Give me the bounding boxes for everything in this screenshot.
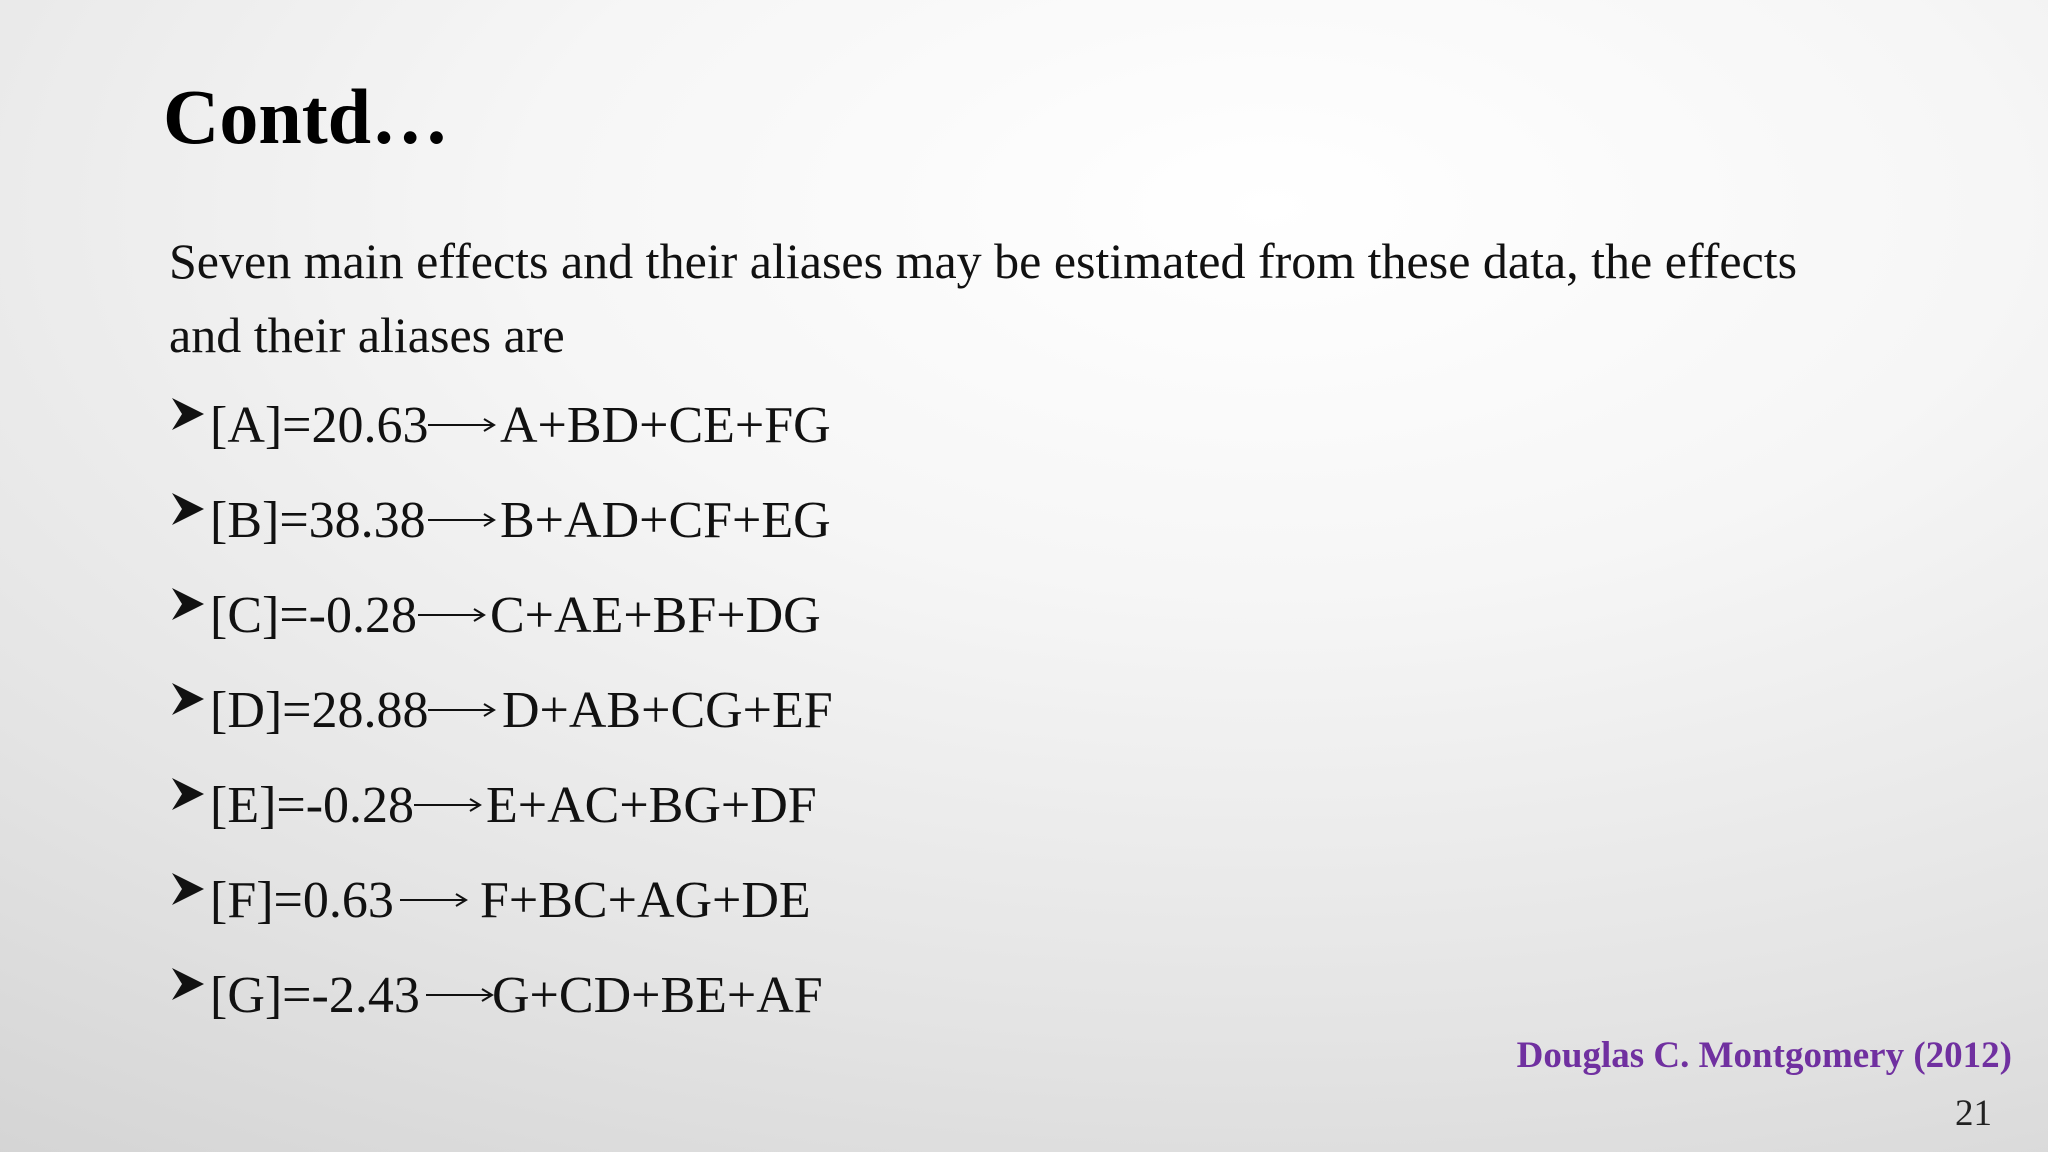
effect-estimate: [E]=-0.28 — [210, 777, 415, 834]
effect-estimate: [A]=20.63 — [210, 397, 429, 454]
right-arrow-icon — [400, 889, 470, 911]
page-number: 21 — [1955, 1093, 1992, 1134]
arrowhead-bullet-icon — [170, 964, 206, 1004]
effect-alias: F+BC+AG+DE — [480, 872, 811, 929]
effect-estimate: [F]=0.63 — [210, 872, 394, 929]
right-arrow-icon — [418, 604, 488, 626]
intro-text — [169, 224, 1969, 372]
intro-line-1: Seven main effects and their aliases may be estimated from these data, the effects — [169, 233, 1798, 289]
effect-alias: E+AC+BG+DF — [486, 777, 817, 834]
citation: Douglas C. Montgomery (2012) — [1516, 1035, 2012, 1076]
effect-alias: G+CD+BE+AF — [492, 967, 823, 1024]
right-arrow-icon — [426, 984, 496, 1006]
arrowhead-bullet-icon — [170, 584, 206, 624]
right-arrow-icon — [428, 414, 498, 436]
arrowhead-bullet-icon — [170, 869, 206, 909]
effect-alias: B+AD+CF+EG — [500, 492, 831, 549]
right-arrow-icon — [428, 509, 498, 531]
effect-estimate: [D]=28.88 — [210, 682, 429, 739]
effect-estimate: [G]=-2.43 — [210, 967, 420, 1024]
arrowhead-bullet-icon — [170, 774, 206, 814]
intro-line-2: and their aliases are — [169, 307, 565, 363]
effect-estimate: [C]=-0.28 — [210, 587, 417, 644]
effect-alias: D+AB+CG+EF — [502, 682, 833, 739]
effect-estimate: [B]=38.38 — [210, 492, 426, 549]
slide-title: Contd… — [163, 73, 450, 160]
effect-alias: C+AE+BF+DG — [490, 587, 821, 644]
arrowhead-bullet-icon — [170, 394, 206, 434]
right-arrow-icon — [428, 699, 498, 721]
effect-alias: A+BD+CE+FG — [500, 397, 831, 454]
arrowhead-bullet-icon — [170, 679, 206, 719]
arrowhead-bullet-icon — [170, 489, 206, 529]
right-arrow-icon — [414, 794, 484, 816]
